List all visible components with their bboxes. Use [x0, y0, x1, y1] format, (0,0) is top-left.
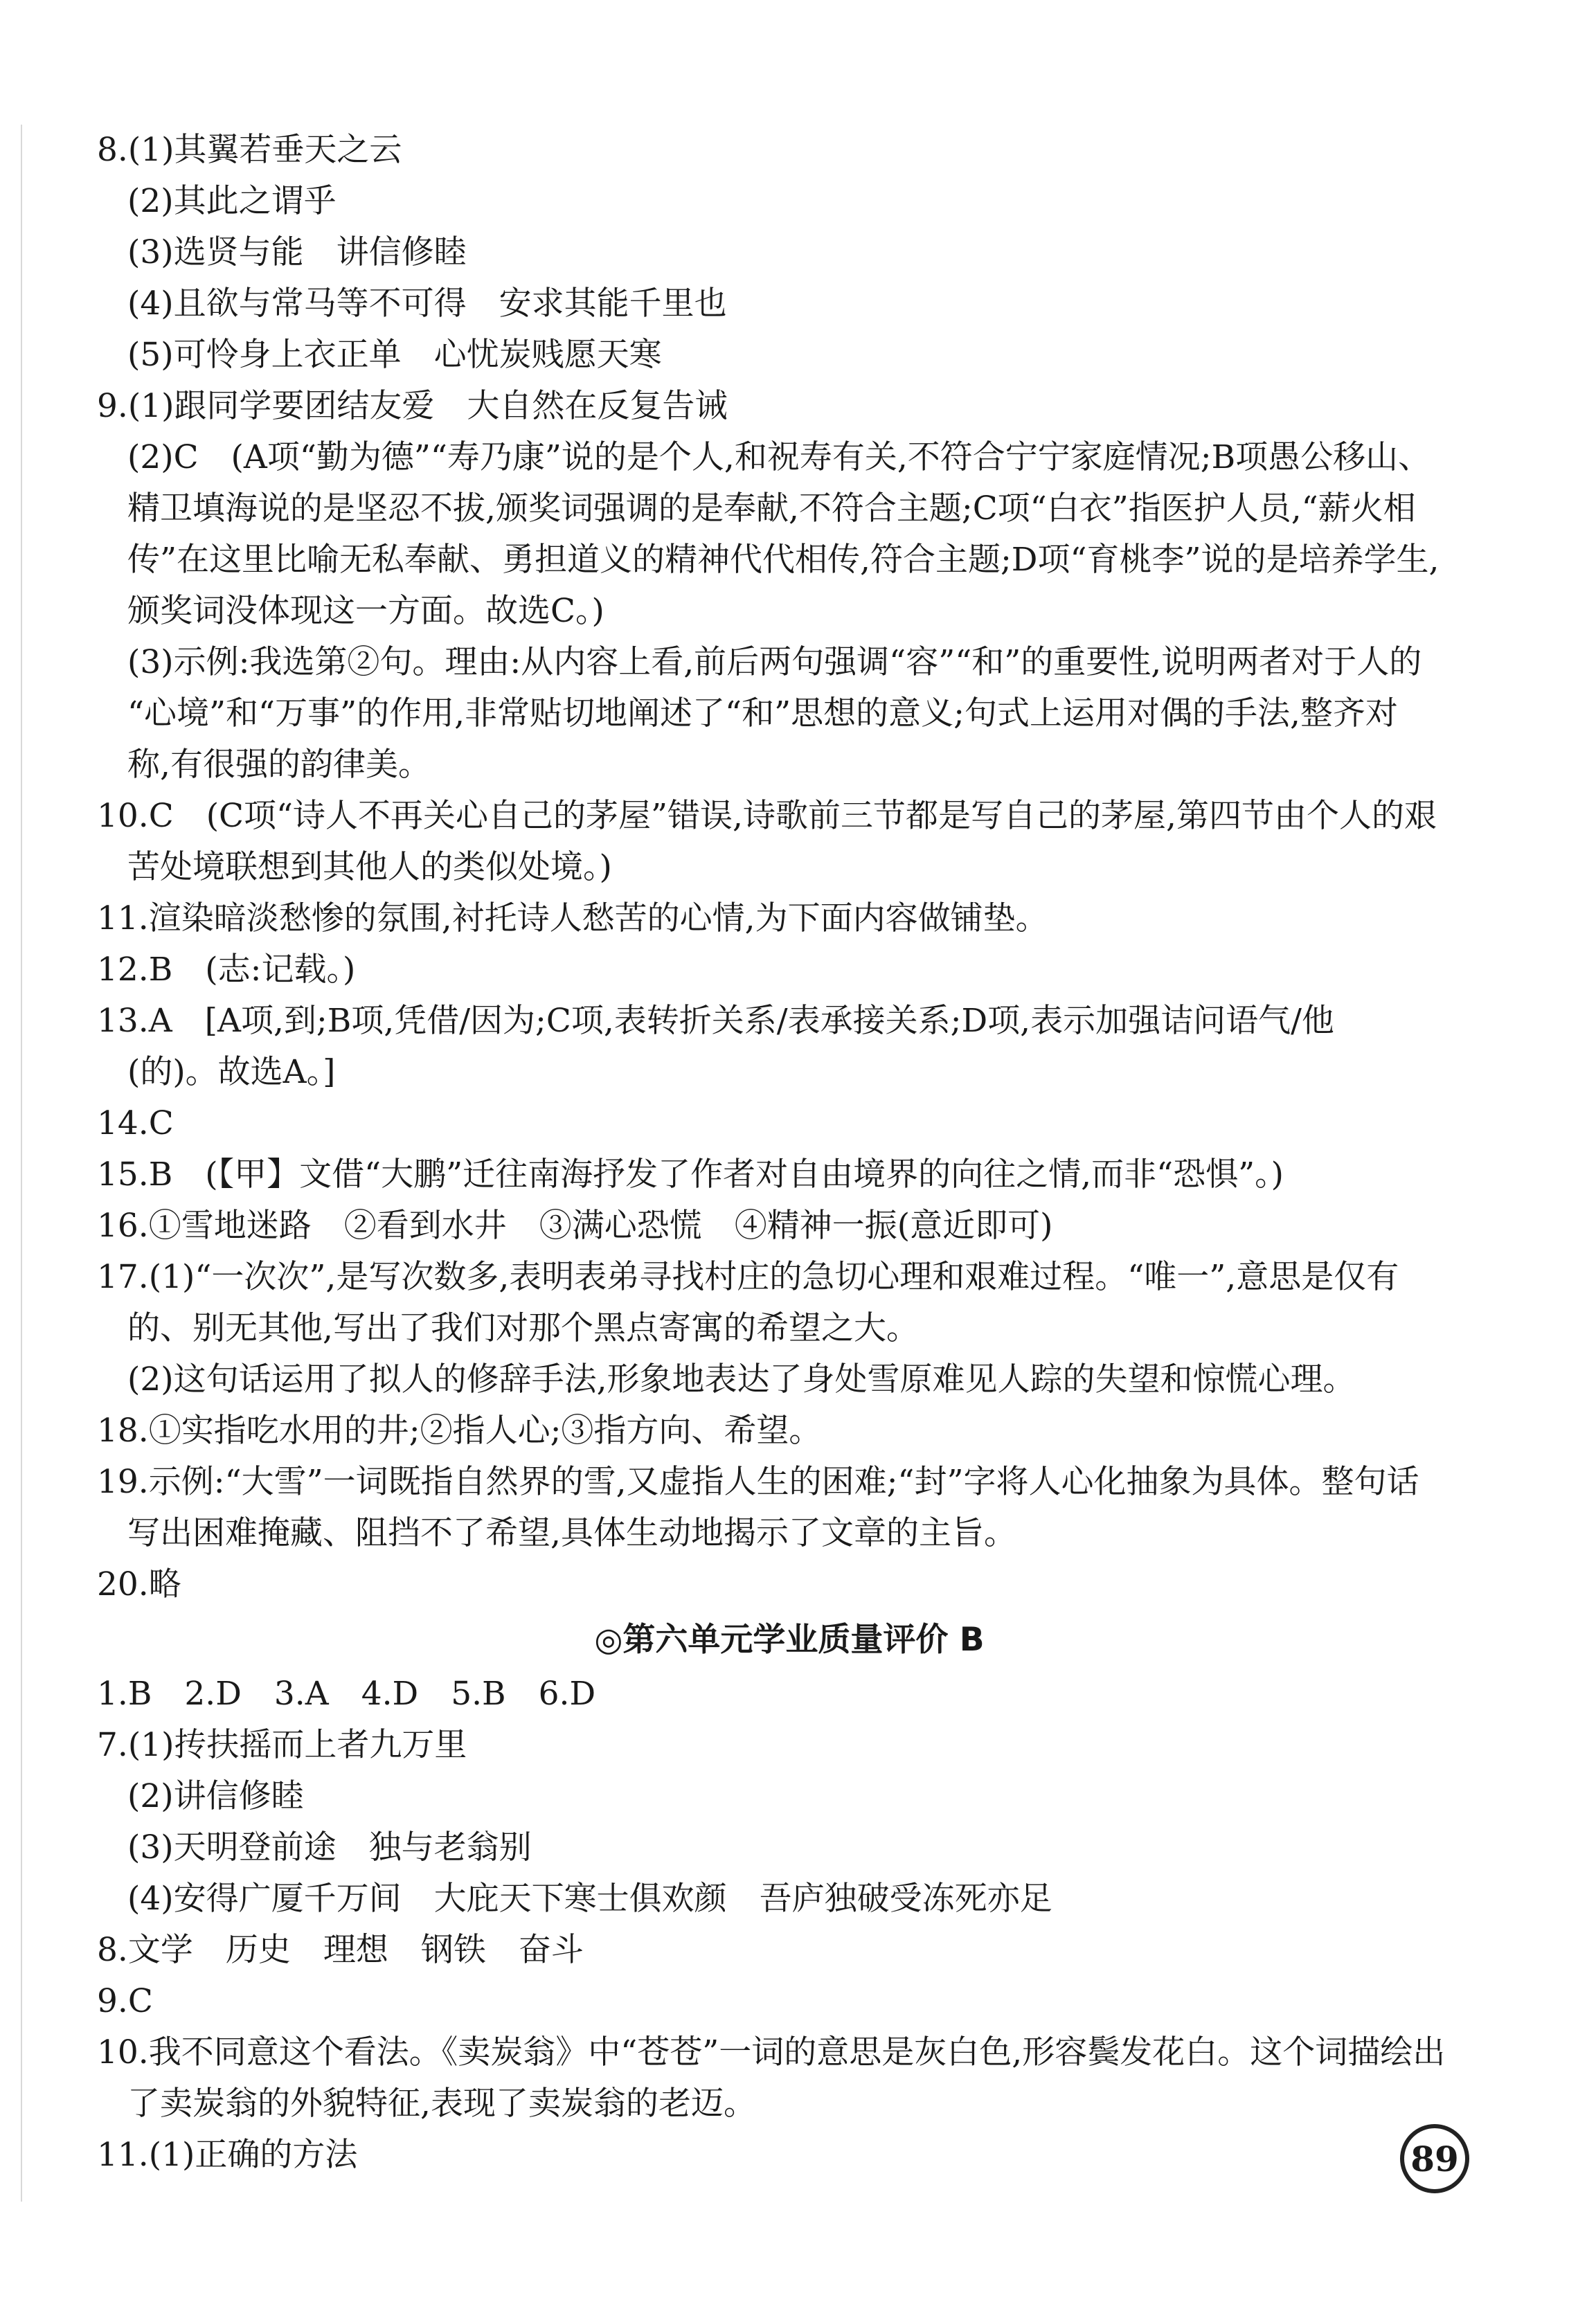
- section-title: ◎第六单元学业质量评价 B: [594, 1621, 985, 1659]
- answer-line: “心境”和“万事”的作用,非常贴切地阐述了“和”思想的意义;句式上运用对偶的手法,整齐对: [127, 694, 1398, 732]
- answer-line: 19.示例:“大雪”一词既指自然界的雪,又虚指人生的困难;“封”字将人心化抽象为具体。整句话: [97, 1463, 1419, 1501]
- answer-line: (2)其此之谓乎: [127, 182, 337, 220]
- answer-line: (3)选贤与能 讲信修睦: [127, 233, 467, 271]
- answer-list-unit-a: [97, 125, 1482, 1610]
- answer-content: [97, 125, 1482, 2181]
- answer-line: (3)天明登前途 独与老翁别: [127, 1828, 532, 1867]
- answer-line: 9.C: [97, 1982, 153, 2020]
- answer-list-unit-b: [97, 1669, 1482, 2181]
- answer-line: 11.(1)正确的方法: [97, 2136, 358, 2174]
- answer-line: 精卫填海说的是坚忍不拔,颁奖词强调的是奉献,不符合主题;C项“白衣”指医护人员,“薪火相: [127, 489, 1416, 528]
- answer-line: 了卖炭翁的外貌特征,表现了卖炭翁的老迈。: [127, 2085, 756, 2123]
- answer-line: 10.我不同意这个看法。《卖炭翁》中“苍苍”一词的意思是灰白色,形容鬓发花白。这个词描绘出: [97, 2033, 1446, 2071]
- answer-line: 13.A [A项,到;B项,凭借/因为;C项,表转折关系/表承接关系;D项,表示加强诘问语气/他: [97, 1002, 1334, 1040]
- answer-line: 1.B 2.D 3.A 4.D 5.B 6.D: [97, 1675, 596, 1713]
- answer-line: 15.B (【甲】文借“大鹏”迁往南海抒发了作者对自由境界的向往之情,而非“恐惧”。): [97, 1156, 1284, 1194]
- answer-line: 18.①实指吃水用的井;②指人心;③指方向、希望。: [97, 1412, 822, 1450]
- answer-line: 9.(1)跟同学要团结友爱 大自然在反复告诫: [97, 387, 728, 425]
- answer-line: 颁奖词没体现这一方面。故选C。): [127, 592, 604, 630]
- answer-line: 8.(1)其翼若垂天之云: [97, 131, 402, 169]
- answer-line: (2)讲信修睦: [127, 1777, 304, 1815]
- answer-line: (3)示例:我选第②句。理由:从内容上看,前后两句强调“容”“和”的重要性,说明两者对于人的: [127, 643, 1422, 681]
- answer-line: 11.渲染暗淡愁惨的氛围,衬托诗人愁苦的心情,为下面内容做铺垫。: [97, 899, 1048, 937]
- answer-line: 写出困难掩藏、阻挡不了希望,具体生动地揭示了文章的主旨。: [127, 1514, 1016, 1552]
- page-margin-line: [21, 125, 22, 2202]
- answer-line: (5)可怜身上衣正单 心忧炭贱愿天寒: [127, 336, 662, 374]
- page-number: 89: [1400, 2124, 1469, 2193]
- answer-line: 称,有很强的韵律美。: [127, 746, 431, 784]
- answer-line: 的、别无其他,写出了我们对那个黑点寄寓的希望之大。: [127, 1309, 919, 1347]
- answer-line: (4)安得广厦千万间 大庇天下寒士俱欢颜 吾庐独破受冻死亦足: [127, 1880, 1052, 1918]
- answer-line: 14.C: [97, 1104, 174, 1142]
- answer-line: 8.文学 历史 理想 钢铁 奋斗: [97, 1931, 584, 1969]
- answer-line: 7.(1)抟扶摇而上者九万里: [97, 1726, 467, 1764]
- answer-line: 苦处境联想到其他人的类似处境。): [127, 848, 612, 886]
- answer-line: (2)C (A项“勤为德”“寿乃康”说的是个人,和祝寿有关,不符合宁宁家庭情况;B项愚公移山、: [127, 438, 1431, 476]
- answer-line: 传”在这里比喻无私奉献、勇担道义的精神代代相传,符合主题;D项“育桃李”说的是培养学生,: [127, 541, 1440, 579]
- answer-line: 10.C (C项“诗人不再关心自己的茅屋”错误,诗歌前三节都是写自己的茅屋,第四节由个人的艰: [97, 797, 1437, 835]
- answer-line: 16.①雪地迷路 ②看到水井 ③满心恐慌 ④精神一振(意近即可): [97, 1207, 1053, 1245]
- answer-line: 17.(1)“一次次”,是写次数多,表明表弟寻找村庄的急切心理和艰难过程。“唯一”,意思是仅有: [97, 1258, 1399, 1296]
- answer-line: (的)。故选A。]: [127, 1053, 336, 1091]
- answer-line: 20.略: [97, 1565, 181, 1603]
- answer-line: (4)且欲与常马等不可得 安求其能千里也: [127, 285, 727, 323]
- answer-line: (2)这句话运用了拟人的修辞手法,形象地表达了身处雪原难见人踪的失望和惊慌心理。: [127, 1360, 1356, 1399]
- answer-line: 12.B (志:记载。): [97, 951, 356, 989]
